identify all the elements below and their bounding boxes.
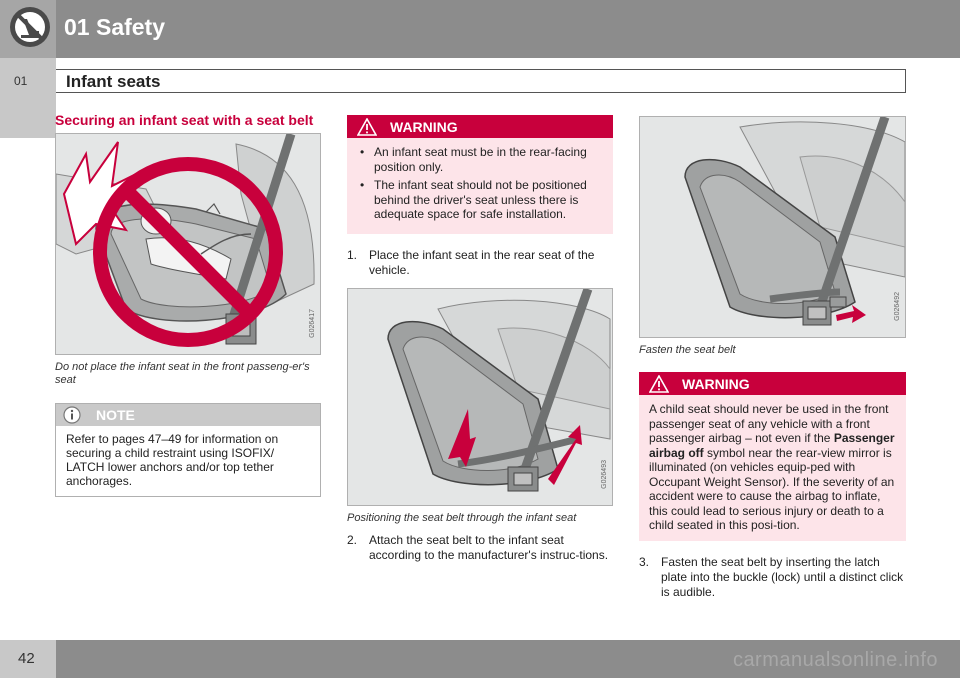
chapter-number: 01 [14, 74, 28, 88]
step-1 [347, 248, 613, 278]
note-label: NOTE [96, 407, 135, 423]
warning-header [639, 372, 906, 395]
column-middle [347, 115, 613, 563]
note-header [56, 404, 320, 426]
warning-header [347, 115, 613, 138]
figure-code: G026492 [894, 292, 901, 321]
step-text: Attach the seat belt to the infant seat according to the manufacturer's instruc-tions. [369, 532, 609, 562]
figure-code: G026417 [309, 309, 316, 338]
figure-caption: Positioning the seat belt through the infant seat [347, 511, 577, 524]
side-strip-lower [0, 138, 56, 640]
step-number: 2. [347, 532, 358, 547]
warning-label: WARNING [682, 376, 750, 392]
page-number: 42 [18, 650, 35, 667]
warning-triangle-icon [649, 375, 669, 393]
step-text: Fasten the seat belt by inserting the latch plate into the buckle (lock) until a distinct click is audible. [661, 554, 904, 599]
info-icon [63, 406, 81, 424]
section-title-bar [56, 69, 906, 93]
page-footer [0, 640, 960, 678]
warning-label: WARNING [390, 119, 458, 135]
no-child-seat-icon [8, 5, 52, 49]
step-3 [639, 555, 906, 600]
warning-item: • An infant seat must be in the rear-facing position only. [357, 145, 603, 174]
figure-positioning-belt [347, 288, 613, 506]
warning-text-before: A child seat should never be used in the front passenger seat of any vehicle with a front passenger airbag – not even if the [649, 402, 889, 445]
step-text: Place the infant seat in the rear seat of the vehicle. [369, 247, 595, 277]
figure-front-seat-prohibited [55, 133, 321, 355]
section-heading: Securing an infant seat with a seat belt [55, 112, 314, 128]
warning-item: • The infant seat should not be positioned behind the driver's seat unless there is adequate space for safe installation. [357, 178, 603, 222]
column-left [55, 112, 321, 497]
figure-caption: Fasten the seat belt [639, 344, 736, 356]
step-2 [347, 533, 613, 563]
figure-fasten-belt [639, 116, 906, 338]
front-seat-illustration [56, 134, 320, 354]
warning-text [639, 395, 906, 541]
chapter-header [0, 0, 960, 58]
watermark: carmanualsonline.info [732, 649, 938, 671]
note-text: Refer to pages 47–49 for information on securing a child restraint using ISOFIX/ LATCH lower anchors and/or top tether anchorages. [66, 432, 279, 488]
warning-list [357, 145, 603, 222]
figure-code: G026493 [601, 459, 608, 489]
section-title: Infant seats [66, 72, 161, 91]
rear-seat-belt-illustration [348, 289, 612, 505]
chapter-title: 01 Safety [64, 14, 166, 40]
page-number-tab [0, 640, 56, 678]
figure-caption: Do not place the infant seat in the front passeng-er's seat [55, 361, 310, 386]
step-number: 3. [639, 554, 650, 569]
warning-text-bold: Passenger airbag off [649, 431, 895, 460]
warning-body [347, 138, 613, 234]
warning-triangle-icon [357, 118, 377, 136]
warning-box [347, 115, 613, 234]
note-box [55, 403, 321, 497]
column-right [639, 116, 906, 600]
step-number: 1. [347, 247, 358, 262]
fasten-belt-illustration [640, 117, 905, 337]
chapter-icon-tab [0, 0, 56, 58]
warning-text-after: symbol near the rear-view mirror is illuminated (on vehicles equip-ped with Occupant Weight Sensor). If the severity of an accident were to cause the airbag to inflate, this could lead to serious injury or death to a child seated in this posi-tion. [649, 445, 895, 532]
warning-box [639, 372, 906, 541]
